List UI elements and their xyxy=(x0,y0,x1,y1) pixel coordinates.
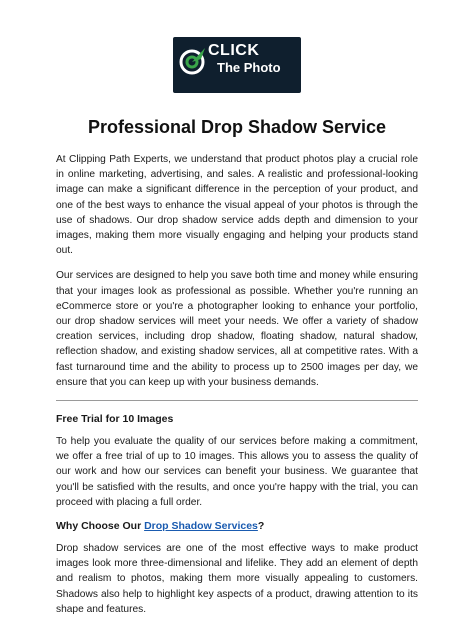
drop-shadow-services-link[interactable]: Drop Shadow Services xyxy=(144,520,258,533)
free-trial-heading: Free Trial for 10 Images xyxy=(56,413,174,426)
services-paragraph: Our services are designed to help you save both time and money while ensuring that your images look as professional as possible. Whether you're running an eCommerce store or you're a photographer looking to enhance your portfolio, our drop shadow services will meet your needs. We offer a variety of shadow creation services, including drop shadow, floating shadow, natural shadow, reflection shadow, and existing shadow services, all at competitive rates. With a fast turnaround time and the ability to process up to 2500 images per day, we ensure that you can keep up with your business demands. xyxy=(56,270,418,388)
target-cursor-icon xyxy=(179,46,207,76)
free-trial-paragraph: To help you evaluate the quality of our services before making a commitment, we offer a free trial of up to 10 images. This allows you to assess the quality of our work and how our services can benefit your business. We guarantee that you'll be satisfied with the results, and once you're happy with the trial, you can proceed with placing a full order. xyxy=(56,436,418,508)
why-heading-prefix: Why Choose Our xyxy=(56,520,145,533)
why-choose-heading xyxy=(56,520,418,532)
logo-word-the-photo: The Photo xyxy=(217,60,281,75)
why-choose-paragraph: Drop shadow services are one of the most effective ways to make product images look more three-dimensional and lifelike. They add an element of depth and realism to photos, making them more visually appealing to customers. Shadows also help to highlight key aspects of a product, drawing attention to its shape and features. xyxy=(56,543,418,615)
intro-paragraph: At Clipping Path Experts, we understand that product photos play a crucial role in online marketing, advertising, and sales. A realistic and professional-looking image can make a significant difference in the perception of your product, and one of the best ways to enhance the visual appeal of your photos is through the use of shadows. Our drop shadow service adds depth and dimension to your images, making them more visually engaging and helping your products stand out. xyxy=(56,154,418,257)
logo-word-click: CLICK xyxy=(208,42,260,59)
page-title: Professional Drop Shadow Service xyxy=(87,117,387,137)
click-the-photo-logo xyxy=(173,37,301,93)
section-divider xyxy=(56,400,418,401)
why-heading-suffix: ? xyxy=(257,520,265,533)
document-body xyxy=(56,152,418,627)
